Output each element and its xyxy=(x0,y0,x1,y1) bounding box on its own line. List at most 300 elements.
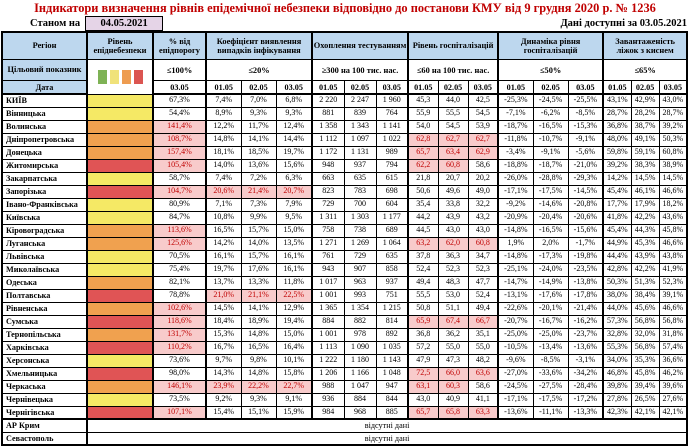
dyn-value: -18,8% xyxy=(498,159,533,172)
dyn-value: -28,8% xyxy=(533,172,568,185)
test-value: 937 xyxy=(376,276,408,289)
coef-value: 10,8% xyxy=(206,211,241,224)
beds-value: 49,1% xyxy=(631,133,659,146)
hosp-value: 32,2 xyxy=(468,198,498,211)
test-value: 936 xyxy=(312,393,344,406)
hosp-value: 50,8 xyxy=(408,302,438,315)
dyn-value: -17,2% xyxy=(568,393,603,406)
dyn-value: -9,6% xyxy=(498,354,533,367)
beds-value: 59,1% xyxy=(631,146,659,159)
coef-value: 15,6% xyxy=(276,159,312,172)
pct-of-threshold-value: 107,1% xyxy=(153,406,206,419)
dyn-value: -14,8% xyxy=(498,224,533,237)
date-cell: 02.05 xyxy=(631,81,659,95)
hosp-value: 53,9 xyxy=(468,120,498,133)
coef-value: 7,3% xyxy=(241,198,276,211)
coef-value: 12,9% xyxy=(276,302,312,315)
pct-of-threshold-value: 113,6% xyxy=(153,224,206,237)
hosp-value: 55,9 xyxy=(408,107,438,120)
coef-value: 19,7% xyxy=(206,263,241,276)
beds-value: 44,0% xyxy=(603,302,631,315)
dyn-value: -20,9% xyxy=(498,211,533,224)
coef-value: 9,3% xyxy=(241,107,276,120)
column-header-hosp-dynamics: Динаміка рівня госпіталізацій xyxy=(498,32,603,60)
test-value: 1 035 xyxy=(376,341,408,354)
coef-value: 16,1% xyxy=(206,250,241,263)
beds-value: 39,1% xyxy=(659,289,687,302)
beds-value: 51,3% xyxy=(631,276,659,289)
coef-value: 13,3% xyxy=(241,276,276,289)
hosp-value: 54,5 xyxy=(468,107,498,120)
dyn-value: 1,9% xyxy=(498,237,533,250)
test-value: 738 xyxy=(344,224,376,237)
test-value: 823 xyxy=(312,185,344,198)
risk-level-cell xyxy=(87,159,153,172)
test-value: 1 141 xyxy=(376,120,408,133)
hosp-value: 36,8 xyxy=(408,328,438,341)
coef-value: 8,9% xyxy=(206,107,241,120)
region-row xyxy=(2,211,687,224)
beds-value: 57,4% xyxy=(659,341,687,354)
dyn-value: -11,1% xyxy=(533,406,568,419)
beds-value: 46,1% xyxy=(631,185,659,198)
coef-value: 14,8% xyxy=(206,133,241,146)
coef-value: 14,3% xyxy=(206,367,241,380)
test-value: 1 177 xyxy=(376,211,408,224)
hosp-value: 62,7 xyxy=(468,133,498,146)
page-title: Індикатори визначення рівнів епідемічної небезпеки відповідно до постанови КМУ від 9 грудня 2020 р. № 1236 xyxy=(34,1,656,15)
region-name: Запорізька xyxy=(2,185,87,198)
indicators-table xyxy=(1,31,688,446)
hosp-value: 55,0 xyxy=(468,341,498,354)
hosp-value: 34,7 xyxy=(468,250,498,263)
hosp-value: 52,3 xyxy=(468,263,498,276)
pct-of-threshold-value: 102,6% xyxy=(153,302,206,315)
dyn-value: -20,8% xyxy=(568,198,603,211)
test-value: 1 215 xyxy=(376,302,408,315)
pct-of-threshold-value: 82,1% xyxy=(153,276,206,289)
test-value: 761 xyxy=(312,250,344,263)
test-value: 1 222 xyxy=(312,354,344,367)
beds-value: 39,8% xyxy=(603,380,631,393)
test-value: 1 206 xyxy=(312,367,344,380)
hosp-value: 36,2 xyxy=(438,328,468,341)
hosp-value: 47,7 xyxy=(468,276,498,289)
risk-level-cell xyxy=(87,341,153,354)
beds-value: 46,8% xyxy=(603,367,631,380)
dyn-value: -19,8% xyxy=(568,250,603,263)
test-value: 1 047 xyxy=(344,380,376,393)
date-cell: 01.05 xyxy=(408,81,438,95)
region-row xyxy=(2,159,687,172)
risk-level-cell xyxy=(87,250,153,263)
hosp-value: 63,4 xyxy=(438,146,468,159)
coef-value: 22,7% xyxy=(276,380,312,393)
dyn-value: 2,0% xyxy=(533,237,568,250)
date-cell: 02.05 xyxy=(533,81,568,95)
no-data-cell: відсутні дані xyxy=(87,419,687,432)
beds-value: 56,8% xyxy=(631,315,659,328)
hosp-value: 62,9 xyxy=(468,146,498,159)
beds-value: 46,2% xyxy=(659,367,687,380)
dyn-value: -25,0% xyxy=(498,328,533,341)
coef-value: 7,0% xyxy=(241,94,276,107)
risk-level-cell xyxy=(87,354,153,367)
hosp-value: 43,9 xyxy=(438,211,468,224)
pct-of-threshold-value: 58,7% xyxy=(153,172,206,185)
test-value: 2 220 xyxy=(312,94,344,107)
region-name: Рівненська xyxy=(2,302,87,315)
coef-value: 18,5% xyxy=(241,146,276,159)
beds-value: 43,6% xyxy=(659,211,687,224)
region-row xyxy=(2,263,687,276)
dyn-value: -15,6% xyxy=(568,224,603,237)
coef-value: 9,7% xyxy=(206,354,241,367)
pct-of-threshold-value: 73,5% xyxy=(153,393,206,406)
pct-of-threshold-value: 54,4% xyxy=(153,107,206,120)
dyn-value: -20,4% xyxy=(533,211,568,224)
test-value: 700 xyxy=(344,198,376,211)
hosp-value: 63,3 xyxy=(468,406,498,419)
dyn-value: -13,6% xyxy=(498,406,533,419)
data-available-date: 03.05.2021 xyxy=(639,18,687,29)
dyn-value: -14,8% xyxy=(498,250,533,263)
hosp-value: 48,2 xyxy=(468,354,498,367)
dyn-value: -25,1% xyxy=(498,263,533,276)
dyn-value: -13,4% xyxy=(533,341,568,354)
hosp-value: 43,0 xyxy=(408,393,438,406)
hosp-value: 72,5 xyxy=(408,367,438,380)
region-name: Чернігівська xyxy=(2,406,87,419)
beds-value: 42,1% xyxy=(631,406,659,419)
coef-value: 13,6% xyxy=(241,159,276,172)
beds-value: 45,4% xyxy=(603,185,631,198)
beds-value: 42,9% xyxy=(631,94,659,107)
region-row xyxy=(2,250,687,263)
as-of-date: 04.05.2021 xyxy=(85,16,163,31)
region-name: Київська xyxy=(2,211,87,224)
dyn-value: -21,0% xyxy=(568,159,603,172)
coef-value: 14,1% xyxy=(241,302,276,315)
beds-value: 44,3% xyxy=(631,224,659,237)
legend-bar-green-icon xyxy=(98,70,107,84)
hosp-value: 60,8 xyxy=(468,237,498,250)
dyn-value: -9,1% xyxy=(568,133,603,146)
coef-value: 9,3% xyxy=(276,107,312,120)
test-value: 1 131 xyxy=(344,146,376,159)
test-value: 1 064 xyxy=(376,237,408,250)
test-value: 881 xyxy=(312,107,344,120)
region-name: Одеська xyxy=(2,276,87,289)
test-value: 1 354 xyxy=(344,302,376,315)
dyn-value: -27,0% xyxy=(498,367,533,380)
date-cell: 03.05 xyxy=(276,81,312,95)
hosp-value: 37,8 xyxy=(408,250,438,263)
test-value: 1 048 xyxy=(376,367,408,380)
test-value: 978 xyxy=(344,328,376,341)
risk-level-cell xyxy=(87,94,153,107)
beds-value: 38,3% xyxy=(631,159,659,172)
beds-value: 14,5% xyxy=(631,172,659,185)
dyn-value: -26,0% xyxy=(498,172,533,185)
region-name: Волинська xyxy=(2,120,87,133)
hosp-value: 42,5 xyxy=(468,94,498,107)
pct-of-threshold-value: 131,7% xyxy=(153,328,206,341)
pct-of-threshold-value: 67,3% xyxy=(153,94,206,107)
test-value: 794 xyxy=(376,159,408,172)
region-name: КИЇВ xyxy=(2,94,87,107)
test-value: 1 112 xyxy=(312,133,344,146)
coef-value: 14,5% xyxy=(206,302,241,315)
risk-level-cell xyxy=(87,328,153,341)
region-row xyxy=(2,393,687,406)
dyn-value: -18,7% xyxy=(533,159,568,172)
risk-level-cell xyxy=(87,198,153,211)
hosp-value: 58,6 xyxy=(468,380,498,393)
date-cell: 01.05 xyxy=(206,81,241,95)
test-value: 885 xyxy=(376,406,408,419)
dyn-value: -17,6% xyxy=(533,289,568,302)
dyn-value: -1,7% xyxy=(568,237,603,250)
beds-value: 43,1% xyxy=(603,94,631,107)
test-value: 943 xyxy=(312,263,344,276)
group-header-row xyxy=(2,32,687,60)
test-value: 615 xyxy=(376,172,408,185)
test-value: 1 001 xyxy=(312,328,344,341)
coef-value: 16,5% xyxy=(206,224,241,237)
hosp-value: 44,5 xyxy=(408,224,438,237)
coef-value: 12,2% xyxy=(206,120,241,133)
date-cell: 01.05 xyxy=(603,81,631,95)
beds-value: 18,2% xyxy=(659,198,687,211)
coef-value: 9,3% xyxy=(241,393,276,406)
beds-value: 39,6% xyxy=(659,380,687,393)
region-name: Івано-Франківська xyxy=(2,198,87,211)
region-row xyxy=(2,328,687,341)
coef-value: 23,9% xyxy=(206,380,241,393)
dyn-value: -9,2% xyxy=(498,198,533,211)
risk-level-cell xyxy=(87,224,153,237)
coef-value: 6,8% xyxy=(276,94,312,107)
coef-value: 13,7% xyxy=(206,276,241,289)
test-value: 663 xyxy=(312,172,344,185)
region-row xyxy=(2,237,687,250)
beds-value: 43,0% xyxy=(659,94,687,107)
risk-level-cell xyxy=(87,211,153,224)
test-value: 984 xyxy=(312,406,344,419)
risk-level-cell xyxy=(87,406,153,419)
hosp-value: 49,6 xyxy=(438,185,468,198)
test-value: 729 xyxy=(344,250,376,263)
dyn-value: -20,6% xyxy=(568,211,603,224)
hosp-value: 20,2 xyxy=(468,172,498,185)
beds-value: 60,8% xyxy=(659,146,687,159)
hosp-value: 51,1 xyxy=(438,302,468,315)
dyn-value: -23,7% xyxy=(568,328,603,341)
date-cell: 01.05 xyxy=(312,81,344,95)
risk-level-cell xyxy=(87,133,153,146)
test-value: 635 xyxy=(344,172,376,185)
column-header-testing: Охоплення тестуванням xyxy=(312,32,408,60)
test-value: 858 xyxy=(376,263,408,276)
dyn-value: -25,3% xyxy=(498,94,533,107)
date-cell: 02.05 xyxy=(438,81,468,95)
region-name: Хмельницька xyxy=(2,367,87,380)
column-header-level: Рівень епіднебезпеки xyxy=(87,32,153,60)
test-value: 1 269 xyxy=(344,237,376,250)
hosp-value: 49,0 xyxy=(468,185,498,198)
hosp-value: 62,2 xyxy=(408,159,438,172)
risk-level-cell xyxy=(87,146,153,159)
beds-value: 41,9% xyxy=(659,263,687,276)
hosp-value: 35,1 xyxy=(468,328,498,341)
hosp-value: 60,3 xyxy=(438,380,468,393)
dyn-value: -7,1% xyxy=(498,107,533,120)
region-row xyxy=(2,276,687,289)
beds-value: 42,2% xyxy=(631,211,659,224)
coef-value: 17,6% xyxy=(241,263,276,276)
date-cell: 03.05 xyxy=(468,81,498,95)
test-value: 1 113 xyxy=(312,341,344,354)
coef-value: 16,1% xyxy=(276,250,312,263)
beds-value: 45,6% xyxy=(631,302,659,315)
target-pct: ≤100% xyxy=(153,60,206,81)
region-name: Полтавська xyxy=(2,289,87,302)
hosp-value: 54,5 xyxy=(438,120,468,133)
risk-level-cell xyxy=(87,289,153,302)
test-value: 892 xyxy=(376,328,408,341)
beds-value: 41,8% xyxy=(603,211,631,224)
dyn-value: -3,1% xyxy=(568,354,603,367)
test-value: 993 xyxy=(344,289,376,302)
coef-value: 14,0% xyxy=(241,237,276,250)
coef-value: 16,7% xyxy=(206,341,241,354)
target-coef: ≤20% xyxy=(206,60,312,81)
hosp-value: 40,9 xyxy=(438,393,468,406)
region-row xyxy=(2,315,687,328)
risk-level-cell xyxy=(87,185,153,198)
hosp-value: 44,2 xyxy=(408,211,438,224)
hosp-value: 41,1 xyxy=(468,393,498,406)
region-name: Сумська xyxy=(2,315,87,328)
test-value: 948 xyxy=(312,159,344,172)
beds-value: 45,8% xyxy=(631,367,659,380)
test-value: 1 271 xyxy=(312,237,344,250)
coef-value: 19,7% xyxy=(276,146,312,159)
hosp-value: 63,2 xyxy=(408,237,438,250)
date-row-label: Дата xyxy=(2,81,87,95)
pct-of-threshold-value: 78,8% xyxy=(153,289,206,302)
beds-value: 43,9% xyxy=(631,250,659,263)
dyn-value: -17,8% xyxy=(568,289,603,302)
dyn-value: -8,5% xyxy=(568,107,603,120)
hosp-value: 47,3 xyxy=(438,354,468,367)
dyn-value: -14,5% xyxy=(568,185,603,198)
dyn-value: -14,6% xyxy=(533,198,568,211)
coef-value: 7,9% xyxy=(276,198,312,211)
beds-value: 56,8% xyxy=(631,341,659,354)
pct-of-threshold-value: 141,4% xyxy=(153,120,206,133)
region-row xyxy=(2,354,687,367)
hosp-value: 44,0 xyxy=(438,94,468,107)
dyn-value: -3,4% xyxy=(498,146,533,159)
test-value: 1 017 xyxy=(312,276,344,289)
dyn-value: -24,5% xyxy=(498,380,533,393)
target-oxygen-beds: ≤65% xyxy=(603,60,687,81)
beds-value: 17,9% xyxy=(631,198,659,211)
hosp-value: 62,7 xyxy=(438,133,468,146)
date-cell: 03.05 xyxy=(568,81,603,95)
beds-value: 26,5% xyxy=(631,393,659,406)
region-row xyxy=(2,224,687,237)
test-value: 1 172 xyxy=(312,146,344,159)
dyn-value: -33,6% xyxy=(533,367,568,380)
pct-of-threshold-value: 146,1% xyxy=(153,380,206,393)
beds-value: 38,7% xyxy=(631,120,659,133)
beds-value: 28,2% xyxy=(631,107,659,120)
coef-value: 15,0% xyxy=(276,328,312,341)
beds-value: 42,3% xyxy=(603,406,631,419)
test-value: 729 xyxy=(312,198,344,211)
risk-level-cell xyxy=(87,302,153,315)
beds-value: 45,8% xyxy=(659,224,687,237)
hosp-value: 63,1 xyxy=(408,380,438,393)
beds-value: 39,2% xyxy=(659,120,687,133)
coef-value: 7,2% xyxy=(241,172,276,185)
coef-value: 9,2% xyxy=(206,393,241,406)
hosp-value: 60,8 xyxy=(438,159,468,172)
coef-value: 9,1% xyxy=(276,393,312,406)
risk-level-cell xyxy=(87,393,153,406)
hosp-value: 65,9 xyxy=(408,315,438,328)
region-row xyxy=(2,367,687,380)
column-header-hospitalization: Рівень госпіталізацій xyxy=(408,32,498,60)
coef-value: 18,1% xyxy=(206,146,241,159)
hosp-value: 45,3 xyxy=(408,94,438,107)
region-name: Миколаївська xyxy=(2,263,87,276)
region-name: Чернівецька xyxy=(2,393,87,406)
region-row xyxy=(2,172,687,185)
beds-value: 17,7% xyxy=(603,198,631,211)
hosp-value: 67,4 xyxy=(438,315,468,328)
dyn-value: -14,7% xyxy=(498,276,533,289)
dyn-value: -20,7% xyxy=(498,315,533,328)
region-name: Донецька xyxy=(2,146,87,159)
pct-of-threshold-value: 73,6% xyxy=(153,354,206,367)
test-value: 882 xyxy=(344,315,376,328)
hosp-value: 43,0 xyxy=(468,224,498,237)
test-value: 604 xyxy=(376,198,408,211)
no-data-row xyxy=(2,432,687,445)
test-value: 1 022 xyxy=(376,133,408,146)
dyn-value: -25,0% xyxy=(533,328,568,341)
test-value: 884 xyxy=(344,393,376,406)
test-value: 1 097 xyxy=(344,133,376,146)
coef-value: 15,9% xyxy=(276,406,312,419)
region-row xyxy=(2,185,687,198)
pct-of-threshold-value: 157,4% xyxy=(153,146,206,159)
hosp-value: 55,0 xyxy=(438,341,468,354)
dyn-value: -24,5% xyxy=(533,94,568,107)
dyn-value: -34,2% xyxy=(568,367,603,380)
test-value: 1 358 xyxy=(312,120,344,133)
coef-value: 14,0% xyxy=(206,159,241,172)
coef-value: 15,0% xyxy=(276,224,312,237)
dyn-value: -13,6% xyxy=(568,341,603,354)
beds-value: 39,2% xyxy=(603,159,631,172)
hosp-value: 50,6 xyxy=(408,185,438,198)
pct-of-threshold-value: 70,5% xyxy=(153,250,206,263)
